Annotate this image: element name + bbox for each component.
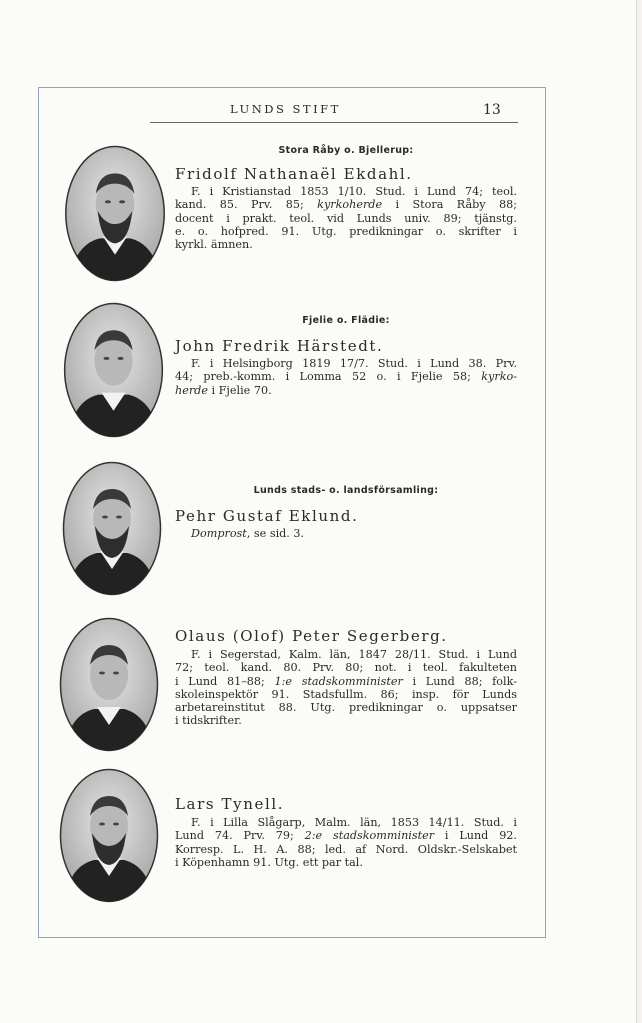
text: F. i Kristianstad 1853 1/10. Stud. i Lund 74; teol.	[191, 185, 517, 198]
text: F. i Segerstad, Kalm. län, 1847 28/11. Stud. i Lund	[191, 648, 517, 661]
bio-line	[175, 238, 517, 251]
italic-text: 1:e stadskomminister	[274, 674, 403, 688]
person-name: Fridolf Nathanaël Ekdahl.	[175, 165, 413, 183]
running-header: LUNDS STIFT	[230, 102, 341, 116]
bio-line	[175, 185, 517, 198]
bio-line	[175, 527, 517, 540]
text: docent i prakt. teol. vid Lunds univ. 89; tjänstg.	[175, 211, 517, 225]
italic-text: kyrko-	[481, 370, 517, 384]
bio-line	[175, 198, 517, 211]
page-number: 13	[483, 102, 501, 118]
section-heading: Fjelie o. Flädie:	[302, 315, 390, 326]
text: i Fjelie 70.	[207, 383, 272, 397]
biography	[175, 648, 517, 728]
biography	[175, 527, 517, 540]
text: skoleinspektör 91. Stadsfullm. 86; insp. för Lunds	[175, 687, 517, 701]
italic-text: Domprost	[191, 527, 247, 540]
bio-line	[175, 357, 517, 370]
biography	[175, 185, 517, 251]
person-name: John Fredrik Härstedt.	[175, 337, 384, 355]
portrait-photo	[63, 302, 164, 438]
text: Lund 74. Prv. 79;	[175, 829, 305, 843]
italic-text: herde	[175, 383, 208, 397]
bio-line	[175, 370, 517, 383]
text: arbetareinstitut 88. Utg. predikningar o. uppsatser	[175, 701, 517, 715]
bio-line	[175, 856, 517, 869]
header-rule	[150, 122, 518, 123]
portrait-photo	[58, 768, 160, 903]
bio-line	[175, 701, 517, 714]
text: F. i Lilla Slågarp, Malm. län, 1853 14/11. Stud. i	[191, 816, 517, 829]
person-name: Olaus (Olof) Peter Segerberg.	[175, 627, 448, 645]
text: i Lund 88; folk-	[402, 674, 517, 688]
bio-line	[175, 384, 517, 397]
bio-line	[175, 648, 517, 661]
bio-line	[175, 843, 517, 856]
bio-line	[175, 675, 517, 688]
bio-line	[175, 688, 517, 701]
biography	[175, 816, 517, 869]
text: i tidskrifter.	[175, 714, 242, 728]
bio-line	[175, 225, 517, 238]
person-name: Lars Tynell.	[175, 795, 285, 813]
text: e. o. hofpred. 91. Utg. predikningar o. skrifter i	[175, 224, 517, 238]
bio-line	[175, 816, 517, 829]
bio-line	[175, 714, 517, 727]
text: i Lund 92.	[434, 829, 517, 843]
biography	[175, 357, 517, 397]
section-heading: Lunds stads- o. landsförsamling:	[253, 485, 439, 496]
bio-line	[175, 829, 517, 842]
text: , se sid. 3.	[246, 527, 305, 540]
portrait-photo	[58, 617, 160, 752]
section-heading: Stora Råby o. Bjellerup:	[278, 145, 414, 156]
text: i Stora Råby 88;	[382, 198, 517, 212]
bio-line	[175, 212, 517, 225]
text: F. i Helsingborg 1819 17/7. Stud. i Lund 38. Prv.	[191, 357, 517, 370]
italic-text: 2:e stadskomminister	[304, 829, 435, 843]
text: kand. 85. Prv. 85;	[175, 198, 318, 212]
text: Korresp. L. H. A. 88; led. af Nord. Oldskr.-Selskabet	[175, 842, 517, 856]
portrait-photo	[62, 460, 162, 597]
text: kyrkl. ämnen.	[175, 238, 253, 252]
portrait-photo	[64, 145, 166, 282]
person-name: Pehr Gustaf Eklund.	[175, 507, 359, 525]
text: i Köpenhamn 91. Utg. ett par tal.	[175, 855, 363, 869]
text: 72; teol. kand. 80. Prv. 80; not. i teol. fakulteten	[175, 661, 517, 675]
bio-line	[175, 661, 517, 674]
italic-text: kyrkoherde	[317, 198, 383, 212]
text: 44; preb.-komm. i Lomma 52 o. i Fjelie 58;	[175, 370, 482, 384]
text: i Lund 81–88;	[175, 674, 275, 688]
